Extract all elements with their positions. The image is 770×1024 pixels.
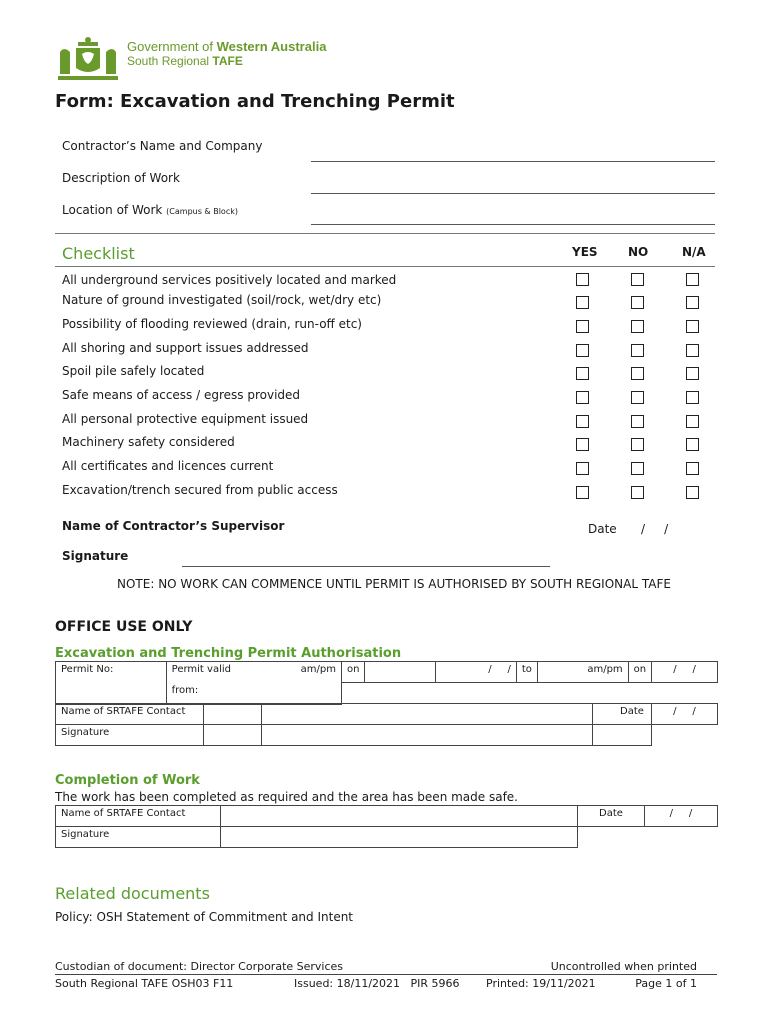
no-checkbox[interactable] <box>631 367 644 380</box>
location-input[interactable] <box>311 224 715 225</box>
col-no: NO <box>628 245 649 259</box>
date-start-cell[interactable] <box>365 662 436 683</box>
contact-input-a[interactable] <box>204 704 262 725</box>
footer-issued: Issued: 18/11/2021 PIR 5966 <box>294 977 460 990</box>
completion-date-cell <box>578 806 645 827</box>
col-yes: YES <box>572 245 598 259</box>
permit-valid-cell[interactable] <box>166 662 341 705</box>
yes-checkbox[interactable] <box>576 438 589 451</box>
checklist-item: All underground services positively located and marked <box>62 273 397 287</box>
completion-signature-cell <box>56 827 221 848</box>
checklist-heading: Checklist <box>62 244 135 263</box>
na-checkbox[interactable] <box>686 415 699 428</box>
completion-signature-input[interactable] <box>221 827 578 848</box>
related-policy: Policy: OSH Statement of Commitment and Intent <box>55 910 354 924</box>
office-signature-label: Signature <box>61 727 110 738</box>
to-cell <box>516 662 537 683</box>
on-label: on <box>346 664 360 675</box>
gov-prefix: Government of <box>127 39 217 54</box>
signature-label-cell <box>56 725 204 746</box>
org-prefix: South Regional <box>127 54 213 68</box>
checklist-item: Spoil pile safely located <box>62 364 205 378</box>
from-label: from: <box>171 685 199 696</box>
gov-strong: Western Australia <box>216 39 327 54</box>
signature-input[interactable] <box>182 566 550 567</box>
na-checkbox[interactable] <box>686 438 699 451</box>
checklist-divider <box>55 266 715 267</box>
footer-custodian: Custodian of document: Director Corporate Services <box>55 960 344 973</box>
supervisor-label: Name of Contractor’s Supervisor <box>62 519 285 533</box>
completion-heading: Completion of Work <box>55 773 200 788</box>
signature-input-a[interactable] <box>204 725 262 746</box>
auth-heading: Excavation and Trenching Permit Authorisation <box>55 646 402 661</box>
slash-cell[interactable] <box>436 662 517 683</box>
yes-checkbox[interactable] <box>576 415 589 428</box>
no-checkbox[interactable] <box>631 273 644 286</box>
na-checkbox[interactable] <box>686 486 699 499</box>
signature-input-b[interactable] <box>262 725 593 746</box>
to-ampm-cell[interactable] <box>537 662 628 683</box>
no-checkbox[interactable] <box>631 320 644 333</box>
completion-table <box>55 805 718 848</box>
completion-date-slashes: / / <box>669 808 693 819</box>
date-end-cell[interactable] <box>652 662 718 683</box>
org-strong: TAFE <box>212 54 243 68</box>
date-end-slashes: / / <box>673 664 696 675</box>
ampm-label: am/pm <box>300 664 336 675</box>
na-checkbox[interactable] <box>686 367 699 380</box>
footer-printed: Printed: 19/11/2021 <box>486 977 596 990</box>
contact-date-input[interactable] <box>652 704 718 725</box>
yes-checkbox[interactable] <box>576 462 589 475</box>
yes-checkbox[interactable] <box>576 367 589 380</box>
yes-checkbox[interactable] <box>576 320 589 333</box>
gov-title <box>127 39 326 54</box>
page-title: Form: Excavation and Trenching Permit <box>55 91 455 112</box>
completion-contact-input[interactable] <box>221 806 578 827</box>
location-label-text: Location of Work <box>62 203 163 217</box>
signature-label: Signature <box>62 549 129 563</box>
checklist-item: Possibility of flooding reviewed (drain, run-off etc) <box>62 317 362 331</box>
footer-divider <box>55 974 717 975</box>
na-checkbox[interactable] <box>686 344 699 357</box>
na-checkbox[interactable] <box>686 296 699 309</box>
contractor-label: Contractor’s Name and Company <box>62 139 263 153</box>
on-cell <box>341 662 364 683</box>
completion-contact-label: Name of SRTAFE Contact <box>61 808 186 819</box>
supervisor-date-label: Date <box>588 522 617 536</box>
col-na: N/A <box>682 245 706 259</box>
footer-page: Page 1 of 1 <box>635 977 697 990</box>
contact-input-b[interactable] <box>262 704 593 725</box>
no-checkbox[interactable] <box>631 438 644 451</box>
na-checkbox[interactable] <box>686 273 699 286</box>
completion-date-input[interactable] <box>645 806 718 827</box>
checklist-item: All personal protective equipment issued <box>62 412 309 426</box>
contact-date-label: Date <box>620 706 644 717</box>
to-on-cell <box>628 662 651 683</box>
date-start-slashes: / / <box>488 664 511 675</box>
checklist-item: Machinery safety considered <box>62 435 235 449</box>
to-on-label: on <box>633 664 647 675</box>
description-input[interactable] <box>311 193 715 194</box>
no-checkbox[interactable] <box>631 486 644 499</box>
permit-no-cell[interactable] <box>56 662 167 705</box>
org-title <box>127 54 243 68</box>
checklist-item: All certificates and licences current <box>62 459 274 473</box>
office-heading: OFFICE USE ONLY <box>55 619 193 635</box>
checklist-item: Safe means of access / egress provided <box>62 388 301 402</box>
contact-label-cell <box>56 704 204 725</box>
footer-uncontrolled: Uncontrolled when printed <box>550 960 697 973</box>
no-checkbox[interactable] <box>631 391 644 404</box>
yes-checkbox[interactable] <box>576 273 589 286</box>
section-divider <box>55 233 715 234</box>
to-ampm-label: am/pm <box>587 664 623 675</box>
no-checkbox[interactable] <box>631 296 644 309</box>
related-heading: Related documents <box>55 884 210 903</box>
signature-input-c[interactable] <box>593 725 652 746</box>
yes-checkbox[interactable] <box>576 344 589 357</box>
contact-date-cell <box>593 704 652 725</box>
contractor-input[interactable] <box>311 161 715 162</box>
no-checkbox[interactable] <box>631 462 644 475</box>
no-checkbox[interactable] <box>631 415 644 428</box>
description-label: Description of Work <box>62 171 180 185</box>
checklist-item: Excavation/trench secured from public access <box>62 483 338 497</box>
na-checkbox[interactable] <box>686 462 699 475</box>
contact-label: Name of SRTAFE Contact <box>61 706 186 717</box>
completion-contact-cell <box>56 806 221 827</box>
na-checkbox[interactable] <box>686 391 699 404</box>
no-checkbox[interactable] <box>631 344 644 357</box>
completion-text: The work has been completed as required and the area has been made safe. <box>55 790 518 804</box>
supervisor-date-value[interactable]: / / <box>641 522 669 536</box>
contact-table <box>55 703 718 746</box>
crest-logo <box>54 34 122 84</box>
location-label <box>62 203 238 217</box>
yes-checkbox[interactable] <box>576 296 589 309</box>
permit-no-label: Permit No: <box>61 664 114 675</box>
checklist-item: All shoring and support issues addressed <box>62 341 309 355</box>
crest-icon <box>54 34 122 84</box>
yes-checkbox[interactable] <box>576 391 589 404</box>
permit-note: NOTE: NO WORK CAN COMMENCE UNTIL PERMIT IS AUTHORISED BY SOUTH REGIONAL TAFE <box>117 577 671 591</box>
completion-signature-label: Signature <box>61 829 110 840</box>
authorisation-table <box>55 661 718 705</box>
permit-valid-label: Permit valid <box>171 664 231 675</box>
to-label: to <box>521 664 532 675</box>
completion-date-label: Date <box>599 808 623 819</box>
footer-docid: South Regional TAFE OSH03 F11 <box>55 977 234 990</box>
checklist-item: Nature of ground investigated (soil/rock, wet/dry etc) <box>62 293 382 307</box>
na-checkbox[interactable] <box>686 320 699 333</box>
location-note: (Campus & Block) <box>166 207 238 216</box>
yes-checkbox[interactable] <box>576 486 589 499</box>
contact-date-slashes: / / <box>673 706 696 717</box>
